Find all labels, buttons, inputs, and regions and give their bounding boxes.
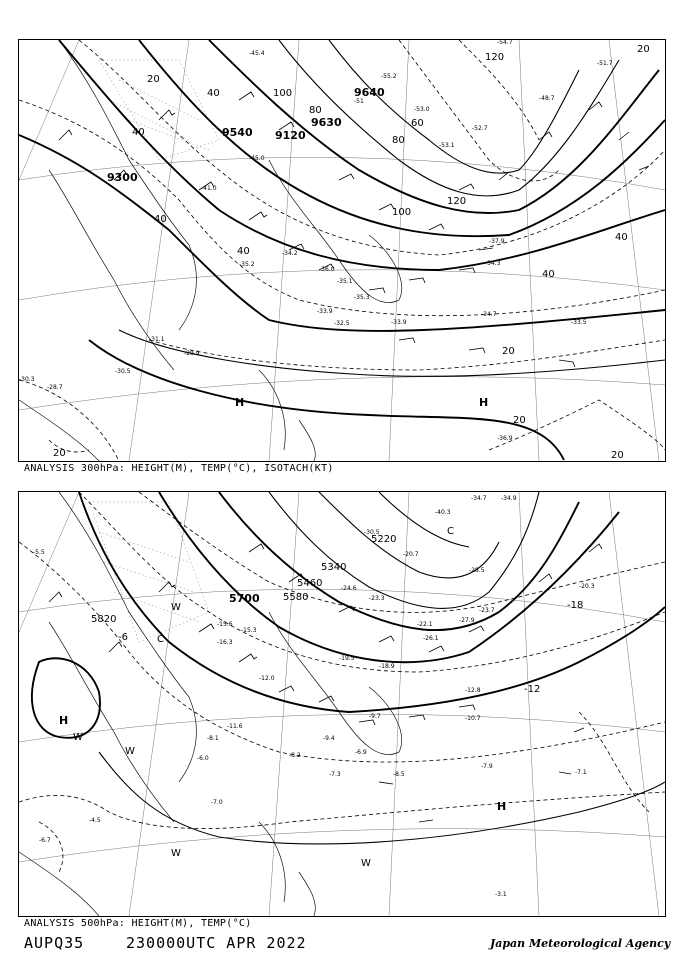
map-panel-500hpa [18, 491, 666, 917]
isotach-label: 100 [273, 88, 293, 99]
temp-label: -51 [354, 98, 364, 105]
cold-marker: C [157, 634, 164, 645]
valid-time: 230000UTC APR 2022 [126, 934, 307, 952]
high-pressure-center: H [59, 714, 69, 727]
station-label: -27.9 [459, 617, 475, 624]
graticule [19, 492, 665, 916]
isotach-label: 20 [53, 448, 66, 459]
high-pressure-center: H [235, 396, 245, 409]
isotach-label: 60 [411, 118, 424, 129]
isotach-label: 20 [611, 450, 624, 461]
temp-label: -36.9 [497, 435, 513, 442]
chart-id: AUPQ35 [24, 934, 85, 952]
temp-label: -33.9 [391, 319, 407, 326]
dashed-contours [19, 40, 665, 461]
temp-label: -33.5 [571, 319, 587, 326]
height-label-9630: 9630 [311, 116, 342, 129]
station-label: -24.6 [341, 585, 357, 592]
isotach-label: 120 [447, 196, 467, 207]
temp-label: -34.2 [282, 250, 298, 257]
station-label: -8.1 [207, 735, 219, 742]
height-label-5700: 5700 [229, 592, 260, 605]
station-label: -15.3 [241, 627, 257, 634]
isotach-label: 120 [485, 52, 505, 63]
temp-label: -30.5 [115, 368, 131, 375]
temp-label: -34.7 [481, 311, 497, 318]
station-label: -12.0 [259, 675, 275, 682]
caption-500hpa: ANALYSIS 500hPa: HEIGHT(M), TEMP(°C) [24, 918, 252, 929]
isotach-label: 100 [392, 207, 412, 218]
wind-barbs [59, 92, 649, 367]
station-label: -7.9 [481, 763, 493, 770]
station-label: -15.6 [217, 621, 233, 628]
height-label-9540: 9540 [222, 126, 253, 139]
warm-marker: W [171, 602, 181, 613]
station-label: -6.0 [197, 755, 209, 762]
station-label: -40.3 [435, 509, 451, 516]
station-label: -8.2 [289, 752, 301, 759]
station-label: -4.5 [89, 817, 101, 824]
station-label: -12.8 [465, 687, 481, 694]
station-label: -9.7 [369, 713, 381, 720]
warm-marker: W [171, 848, 181, 859]
temp-label: -53.1 [439, 142, 455, 149]
temp-label: -45.0 [249, 155, 265, 162]
isotach-label: 20 [513, 415, 526, 426]
map-500hpa-canvas [19, 492, 665, 916]
temp-label: -51.7 [597, 60, 613, 67]
isotach-label: 80 [392, 135, 405, 146]
isotach-label: 20 [502, 346, 515, 357]
isotach-label: 40 [132, 127, 145, 138]
warm-marker: W [361, 858, 371, 869]
station-label: -7.1 [575, 769, 587, 776]
station-label: -3.1 [495, 891, 507, 898]
isotach-label: 40 [207, 88, 220, 99]
temp-label: -37.9 [489, 238, 505, 245]
map-300hpa-canvas [19, 40, 665, 461]
station-label: -18.9 [379, 663, 395, 670]
height-label-5460: 5460 [297, 578, 323, 589]
height-label-5580: 5580 [283, 592, 309, 603]
caption-300hpa: ANALYSIS 300hPa: HEIGHT(M), TEMP(°C), ISOTACH(KT) [24, 463, 334, 474]
isotherm-label: -12 [524, 684, 541, 695]
temp-label: -54.7 [497, 40, 513, 46]
temp-label: -36.0 [319, 266, 335, 273]
temp-label: -29.9 [184, 350, 200, 357]
station-label: -11.6 [227, 723, 243, 730]
station-label: -23.3 [369, 595, 385, 602]
station-label: -34.9 [501, 495, 517, 502]
warm-marker: W [73, 732, 83, 743]
temp-label: -53.0 [414, 106, 430, 113]
station-label: -6.7 [39, 837, 51, 844]
isotach-label: 40 [237, 246, 250, 257]
station-label: -20.7 [403, 551, 419, 558]
temp-label: -31.1 [149, 336, 165, 343]
station-label: -34.7 [471, 495, 487, 502]
temp-label: -35.2 [239, 261, 255, 268]
graticule [19, 40, 665, 461]
high-pressure-center: H [479, 396, 489, 409]
station-label: -22.1 [417, 621, 433, 628]
isotach-label: 40 [615, 232, 628, 243]
wind-barbs [49, 544, 602, 822]
station-label: -19.5 [339, 655, 355, 662]
height-contours [19, 40, 665, 460]
station-label: -5.5 [33, 549, 45, 556]
station-label: -10.7 [465, 715, 481, 722]
temp-label: -52.7 [472, 125, 488, 132]
warm-marker: W [125, 746, 135, 757]
station-label: -28.5 [469, 567, 485, 574]
isotach-label: 20 [637, 44, 650, 55]
station-label: -7.3 [329, 771, 341, 778]
isotherm-label: -6 [118, 632, 128, 643]
station-label: -23.7 [479, 607, 495, 614]
coastlines [19, 40, 402, 461]
height-contours [32, 492, 665, 844]
isotach-label: 80 [309, 105, 322, 116]
temp-label: -33.9 [317, 308, 333, 315]
station-label: -16.3 [217, 639, 233, 646]
height-label-5220: 5220 [371, 534, 397, 545]
height-label-5340: 5340 [321, 562, 347, 573]
temp-label: -35.3 [354, 294, 370, 301]
temp-label: -48.7 [539, 95, 555, 102]
coastlines [19, 492, 402, 916]
temp-label: -30.3 [19, 376, 35, 383]
height-label-9300: 9300 [107, 171, 138, 184]
temp-label: -35.1 [337, 278, 353, 285]
height-label-9120: 9120 [275, 129, 306, 142]
temp-label: -34.3 [485, 260, 501, 267]
high-pressure-center: H [497, 800, 507, 813]
station-label: -7.0 [211, 799, 223, 806]
temp-label: -28.7 [47, 384, 63, 391]
map-panel-300hpa [18, 39, 666, 462]
agency-name: Japan Meteorological Agency [490, 937, 671, 950]
station-label: -30.5 [364, 529, 380, 536]
temp-label: -32.5 [334, 320, 350, 327]
cold-marker: C [447, 526, 454, 537]
station-label: -8.5 [393, 771, 405, 778]
station-label: -20.3 [579, 583, 595, 590]
height-label-5820: 5820 [91, 614, 117, 625]
temp-label: -55.2 [381, 73, 397, 80]
isotach-label: 20 [147, 74, 160, 85]
temp-label: -45.4 [249, 50, 265, 57]
isotach-label: 40 [542, 269, 555, 280]
temp-label: -41.0 [201, 185, 217, 192]
isotach-label: 40 [154, 214, 167, 225]
station-label: -9.4 [323, 735, 335, 742]
station-label: -6.9 [355, 749, 367, 756]
station-label: -26.1 [423, 635, 439, 642]
isotherm-label: -18 [567, 600, 584, 611]
height-label-9640: 9640 [354, 86, 385, 99]
